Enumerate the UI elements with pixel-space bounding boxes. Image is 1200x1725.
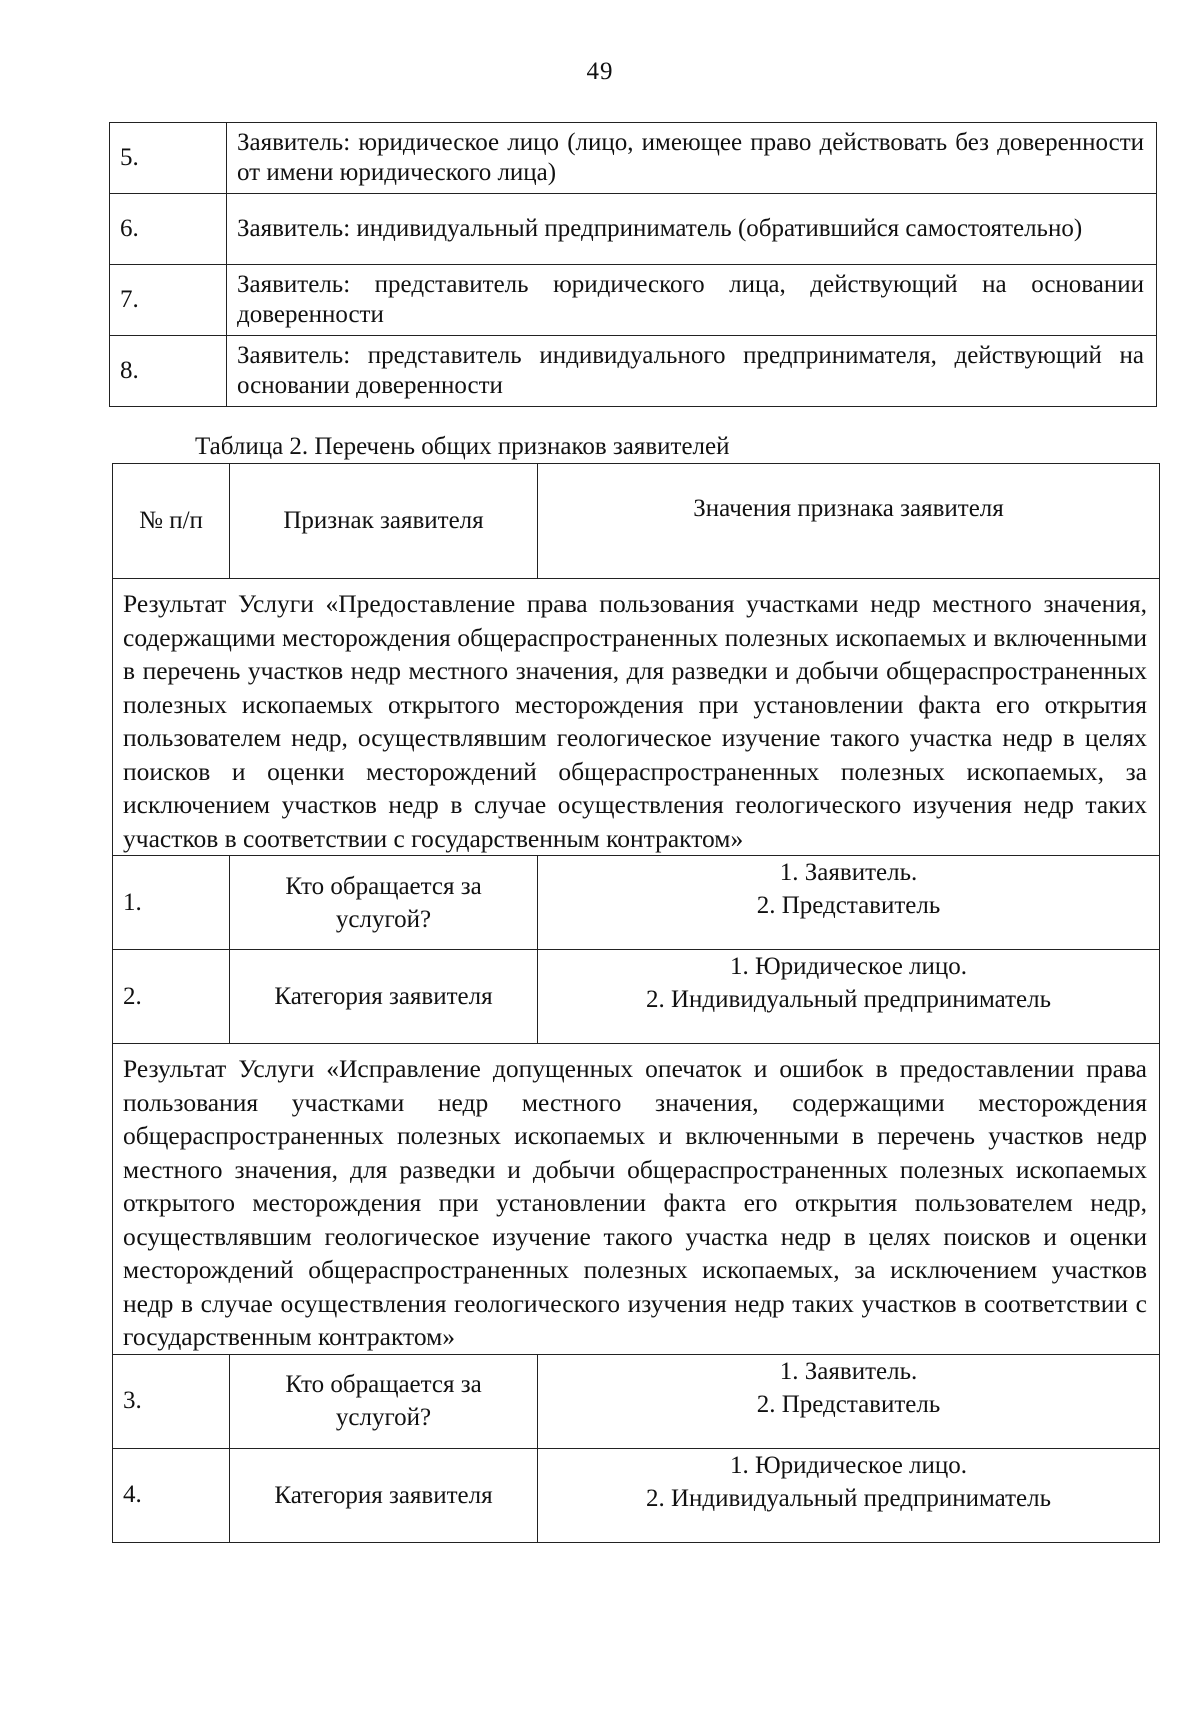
row-text: Заявитель: юридическое лицо (лицо, имеющее право действовать без доверенности от имени юридического лица) xyxy=(227,123,1157,194)
table-row xyxy=(113,950,1160,1044)
header-attribute: Признак заявителя xyxy=(230,464,538,579)
value-item: 1. Заявитель. xyxy=(779,1357,918,1385)
row-text: Заявитель: представитель юридического лица, действующий на основании доверенности xyxy=(227,265,1157,336)
row-number: 1. xyxy=(113,856,230,950)
value-item: 1. Юридическое лицо. xyxy=(729,953,968,980)
row-number: 7. xyxy=(110,265,227,336)
value-item: 1. Заявитель. xyxy=(779,859,918,886)
header-number: № п/п xyxy=(113,464,230,579)
page-number: 49 xyxy=(586,58,614,85)
table-header-row xyxy=(113,464,1160,579)
header-values: Значения признака заявителя xyxy=(538,464,1160,579)
table-row xyxy=(110,194,1157,265)
value-item: 1. Юридическое лицо. xyxy=(729,1451,968,1479)
row-number: 6. xyxy=(110,194,227,265)
row-text: Заявитель: индивидуальный предприниматель (обратившийся самостоятельно) xyxy=(227,194,1157,265)
row-number: 8. xyxy=(110,336,227,407)
row-attribute: Кто обращается за услугой? xyxy=(230,856,538,950)
value-item: 2. Индивидуальный предприниматель xyxy=(646,986,1051,1013)
result-text: Результат Услуги «Исправление допущенных опечаток и ошибок в предоставлении права пользования участками недр местного значения, содержащими месторождения общераспространенных полезных ископаемых и включенными в перечень участков недр местного значения, для разведки и добычи общераспространенных полезных ископаемых открытого месторождения при установлении факта его открытия пользователем недр, осуществлявшим геологическое изучение такого участка недр в целях поисков и оценки месторождений общераспространенных полезных ископаемых, за исключением участков недр в случае осуществления геологического изучения недр таких участков в соответствии с государственным контрактом» xyxy=(113,1044,1160,1355)
row-number: 5. xyxy=(110,123,227,194)
table-row xyxy=(110,265,1157,336)
row-number: 4. xyxy=(113,1448,230,1542)
row-text: Заявитель: представитель индивидуального предпринимателя, действующий на основании доверенности xyxy=(227,336,1157,407)
table-row xyxy=(113,1448,1160,1542)
table-row xyxy=(110,336,1157,407)
table-row xyxy=(110,123,1157,194)
applicant-attributes-table xyxy=(112,463,1160,1543)
row-number: 3. xyxy=(113,1354,230,1448)
result-text: Результат Услуги «Предоставление права пользования участками недр местного значения, содержащими месторождения общераспространенных полезных ископаемых и включенными в перечень участков недр местного значения, для разведки и добычи общераспространенных полезных ископаемых открытого месторождения при установлении факта его открытия пользователем недр, осуществлявшим геологическое изучение такого участка недр в целях поисков и оценки месторождений общераспространенных полезных ископаемых, за исключением участков недр в случае осуществления геологического изучения недр таких участков в соответствии с государственным контрактом» xyxy=(113,579,1160,856)
value-item: 2. Представитель xyxy=(756,892,941,919)
value-item: 2. Представитель xyxy=(756,1390,941,1418)
table-row xyxy=(113,1354,1160,1448)
row-values xyxy=(538,1354,1160,1448)
row-number: 2. xyxy=(113,950,230,1044)
applicants-table-continued xyxy=(109,122,1157,407)
row-values xyxy=(538,1448,1160,1542)
row-values xyxy=(538,856,1160,950)
value-item: 2. Индивидуальный предприниматель xyxy=(646,1484,1051,1512)
table-row xyxy=(113,856,1160,950)
row-values xyxy=(538,950,1160,1044)
row-attribute: Кто обращается за услугой? xyxy=(230,1354,538,1448)
result-section-row xyxy=(113,579,1160,856)
table-title: Таблица 2. Перечень общих признаков заявителей xyxy=(195,433,730,460)
result-section-row xyxy=(113,1044,1160,1355)
row-attribute: Категория заявителя xyxy=(230,1448,538,1542)
row-attribute: Категория заявителя xyxy=(230,950,538,1044)
